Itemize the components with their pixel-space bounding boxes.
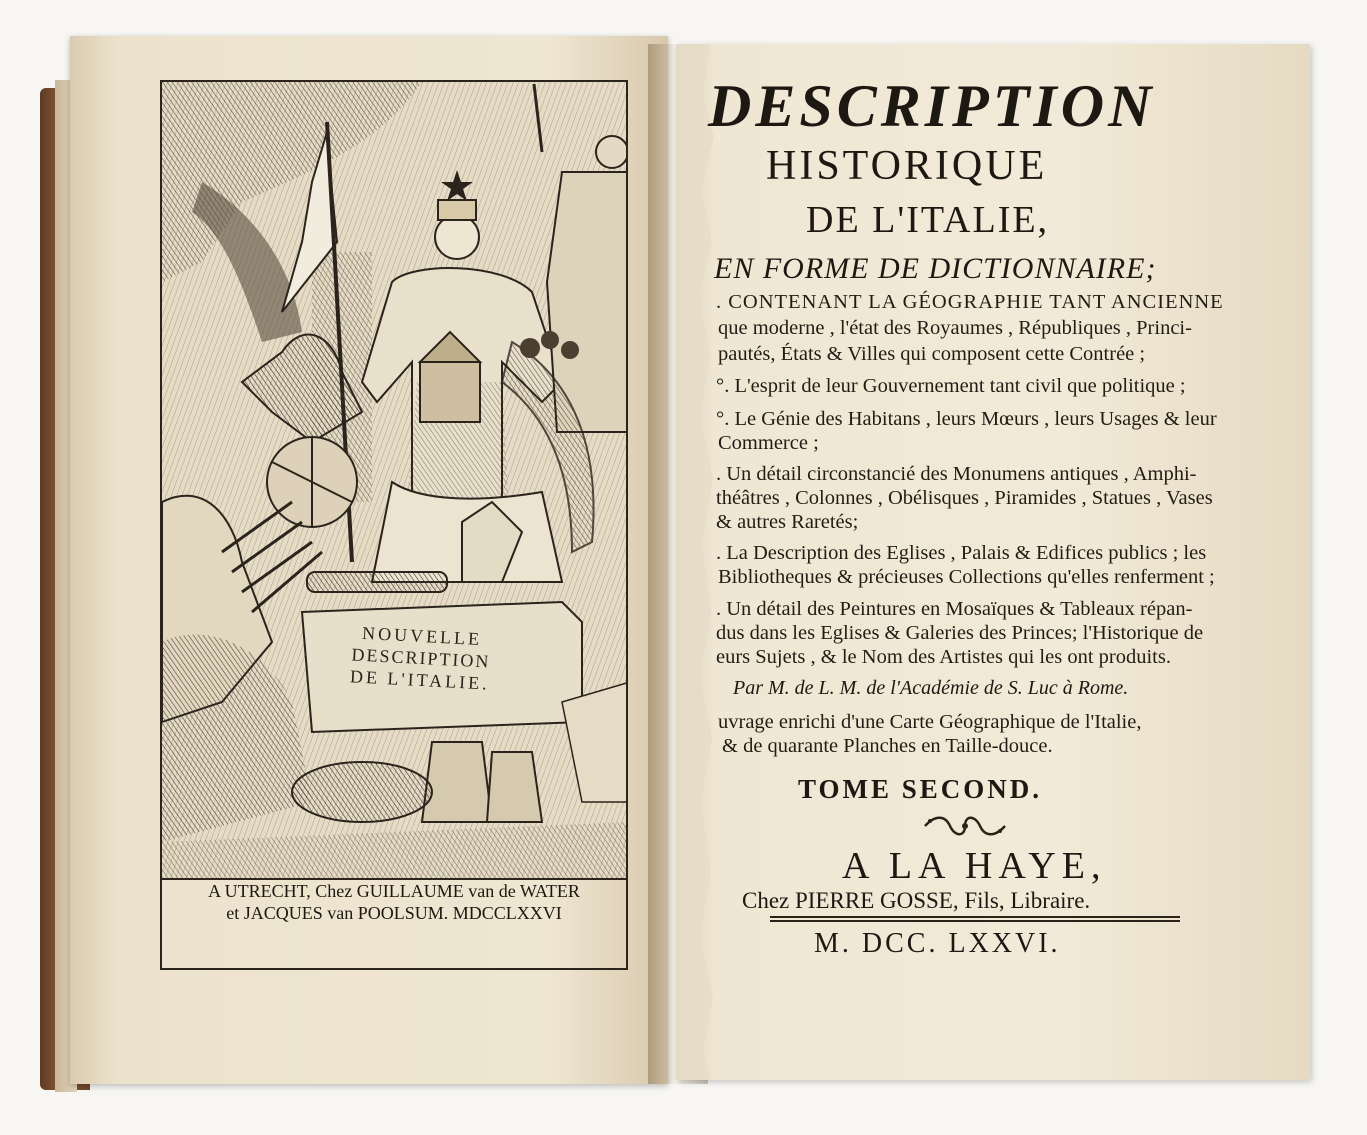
imprint-line: et JACQUES van POOLSUM. MDCCLXXVI bbox=[226, 903, 562, 923]
contents-line: dus dans les Eglises & Galeries des Princes; l'Historique de bbox=[716, 622, 1204, 644]
rule-bottom bbox=[770, 920, 1180, 922]
enrichment-line: uvrage enrichi d'une Carte Géographique de l'Italie, bbox=[718, 711, 1142, 733]
inscription-line: DE L'ITALIE. bbox=[349, 666, 491, 694]
contents-line: . La Description des Eglises , Palais & Edifices publics ; les bbox=[716, 542, 1207, 564]
contents-line: que moderne , l'état des Royaumes , Républiques , Princi- bbox=[718, 317, 1192, 339]
contents-line: Bibliotheques & précieuses Collections qu'elles renferment ; bbox=[718, 566, 1215, 588]
contents-line: théâtres , Colonnes , Obélisques , Piramides , Statues , Vases bbox=[716, 487, 1213, 509]
contents-line: . Un détail circonstancié des Monumens antiques , Amphi- bbox=[716, 463, 1197, 485]
title-line-3: DE L'ITALIE, bbox=[806, 199, 1050, 241]
rule-top bbox=[770, 916, 1180, 918]
enrichment-line: & de quarante Planches en Taille-douce. bbox=[722, 735, 1053, 757]
frontispiece-engraving bbox=[160, 80, 628, 880]
subtitle: EN FORME DE DICTIONNAIRE; bbox=[714, 252, 1157, 285]
contents-line: °. Le Génie des Habitans , leurs Mœurs , leurs Usages & leur bbox=[716, 408, 1217, 430]
volume-label: TOME SECOND. bbox=[798, 774, 1043, 804]
contents-line: Commerce ; bbox=[718, 432, 819, 454]
inscription-line: NOUVELLE bbox=[361, 622, 483, 650]
contents-line: . CONTENANT LA GÉOGRAPHIE TANT ANCIENNE bbox=[716, 291, 1224, 313]
monument-inscription bbox=[324, 620, 517, 696]
contents-line: eurs Sujets , & le Nom des Artistes qui les ont produits. bbox=[716, 646, 1171, 668]
contents-line: & autres Raretés; bbox=[716, 511, 859, 533]
title-line-1: DESCRIPTION bbox=[708, 73, 1156, 139]
inscription-line: DESCRIPTION bbox=[351, 644, 491, 672]
frontispiece-imprint bbox=[160, 878, 628, 970]
publisher-line: Chez PIERRE GOSSE, Fils, Libraire. bbox=[742, 888, 1091, 913]
fleuron-ornament bbox=[920, 815, 1010, 837]
author-line: Par M. de L. M. de l'Académie de S. Luc à Rome. bbox=[733, 677, 1129, 699]
contents-line: . Un détail des Peintures en Mosaïques & Tableaux répan- bbox=[716, 598, 1193, 620]
engraving-illustration bbox=[162, 82, 628, 880]
contents-line: pautés, États & Villes qui composent cette Contrée ; bbox=[718, 343, 1146, 365]
place-of-publication: A LA HAYE, bbox=[842, 845, 1107, 887]
publication-date: M. DCC. LXXVI. bbox=[814, 928, 1061, 959]
imprint-line: A UTRECHT, Chez GUILLAUME van de WATER bbox=[208, 881, 580, 901]
title-line-2: HISTORIQUE bbox=[766, 143, 1048, 189]
contents-line: °. L'esprit de leur Gouvernement tant civil que politique ; bbox=[716, 375, 1186, 397]
